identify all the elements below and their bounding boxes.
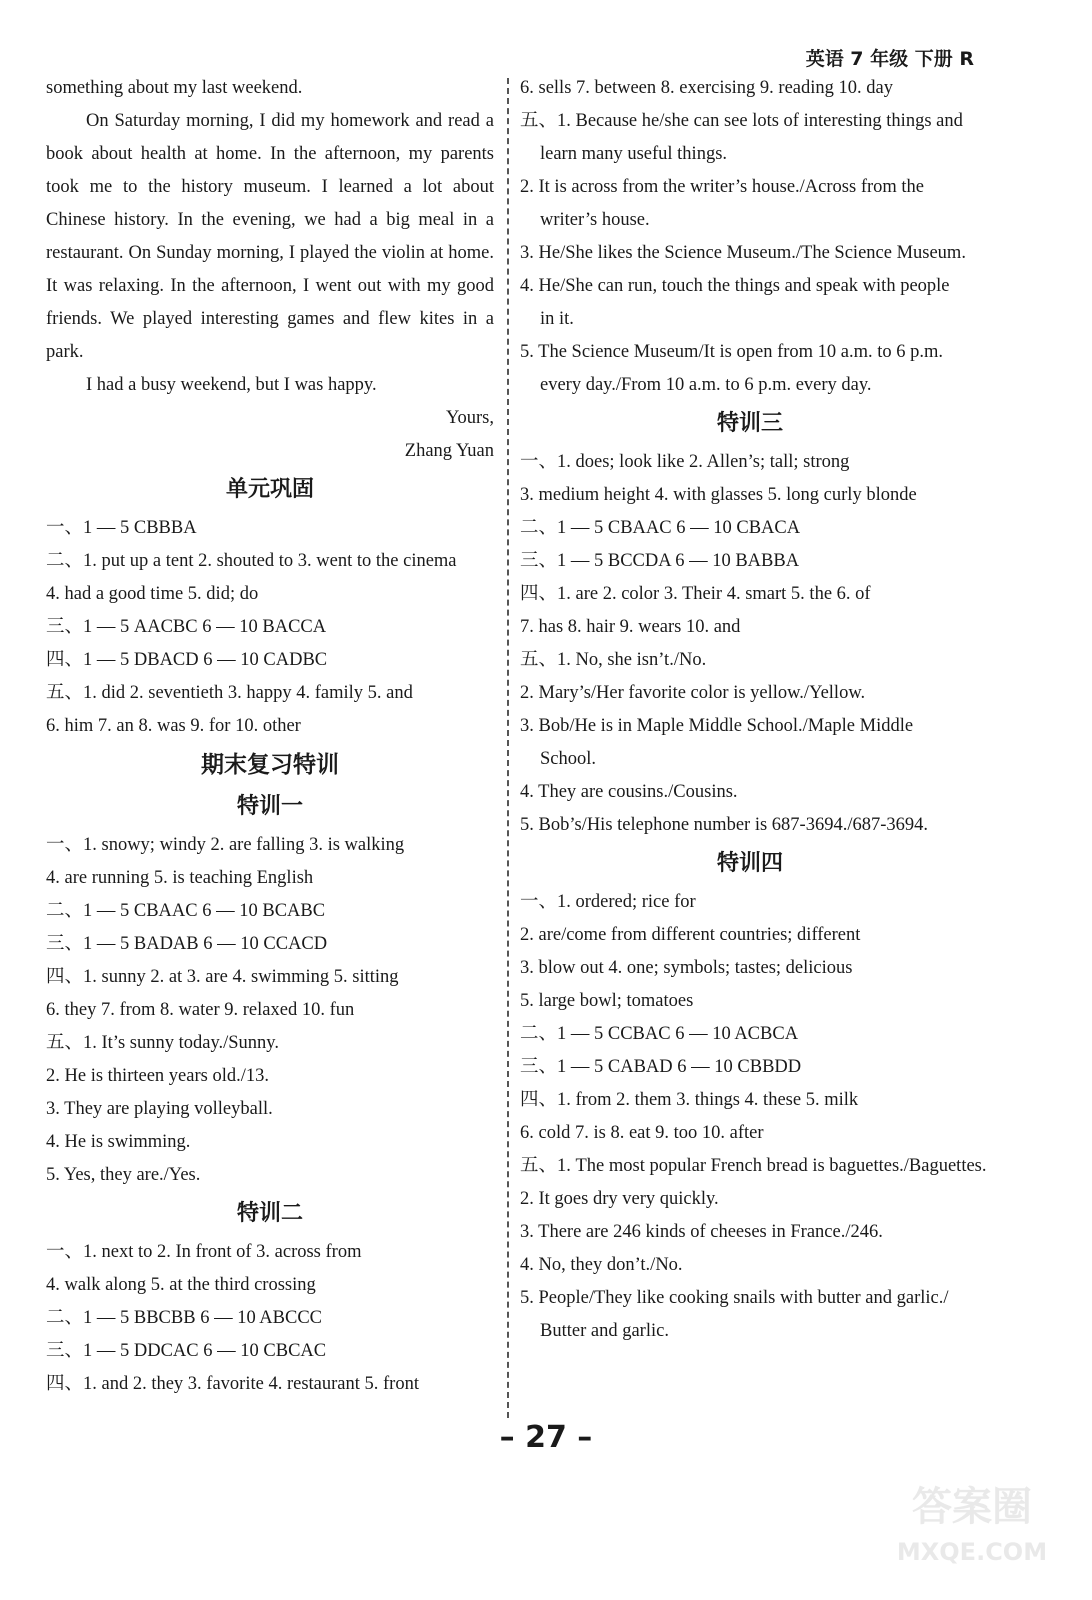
answer-line: 4. walk along 5. at the third crossing [46,1275,316,1295]
answer-line: 一、1 — 5 CBBBA [46,518,197,538]
answer-line: 一、1. ordered; rice for [520,892,696,912]
training1-answers [46,829,494,1192]
answer-line: 2. He is thirteen years old./13. [46,1066,269,1086]
answer-line: 四、1. are 2. color 3. Their 4. smart 5. the 6. of [520,584,871,604]
answer-line: 一、1. does; look like 2. Allen’s; tall; strong [520,452,850,472]
answer-line: 三、1 — 5 BCCDA 6 — 10 BABBA [520,551,800,571]
answer-line: 5. People/They like cooking snails with butter and garlic./ [520,1288,949,1308]
answer-line: 4. No, they don’t./No. [520,1255,683,1275]
answer-line: 一、1. snowy; windy 2. are falling 3. is walking [46,835,405,855]
answer-line: 3. He/She likes the Science Museum./The Science Museum. [520,243,966,263]
section-title-final-review: 期末复习特训 [201,752,339,778]
answer-line: 7. has 8. hair 9. wears 10. and [520,617,741,637]
answer-line: 6. cold 7. is 8. eat 9. too 10. after [520,1123,764,1143]
training2-answers-continued [520,72,980,402]
answer-line: 一、1. next to 2. In front of 3. across from [46,1242,362,1262]
answer-line: 2. are/come from different countries; different [520,925,861,945]
answer-line: 二、1 — 5 CBAAC 6 — 10 CBACA [520,518,801,538]
essay-signature: Zhang Yuan [404,441,494,461]
answer-line: 三、1 — 5 BADAB 6 — 10 CCACD [46,934,328,954]
answer-line: 三、1 — 5 AACBC 6 — 10 BACCA [46,617,327,637]
section-title-training1: 特训一 [236,794,303,819]
training3-answers [520,446,980,842]
training4-answers [520,886,987,1348]
answer-line: 4. are running 5. is teaching English [46,868,314,888]
answer-line: 4. They are cousins./Cousins. [520,782,738,802]
essay-line: something about my last weekend. [46,78,303,98]
page-header: 英语 7 年级 下册 R [805,48,974,70]
answer-line: 五、1. It’s sunny today./Sunny. [46,1033,279,1053]
answer-line: 6. they 7. from 8. water 9. relaxed 10. fun [46,1000,355,1020]
answer-line: 四、1. and 2. they 3. favorite 4. restaurant 5. front [46,1374,419,1394]
answer-line: 五、1. did 2. seventieth 3. happy 4. family 5. and [46,683,413,703]
answer-line: 3. They are playing volleyball. [46,1099,273,1119]
answer-line: 三、1 — 5 CABAD 6 — 10 CBBDD [520,1057,802,1077]
section-title-training3: 特训三 [716,411,783,436]
answer-line: 二、1 — 5 CBAAC 6 — 10 BCABC [46,901,326,921]
answer-line: 二、1 — 5 CCBAC 6 — 10 ACBCA [520,1024,799,1044]
section-title-unit-review: 单元巩固 [225,477,314,502]
answer-line: 4. had a good time 5. did; do [46,584,259,604]
answer-line: 6. sells 7. between 8. exercising 9. reading 10. day [520,78,893,98]
answer-line: 5. The Science Museum/It is open from 10 a.m. to 6 p.m. [520,342,944,362]
answer-line: 二、1 — 5 BBCBB 6 — 10 ABCCC [46,1308,323,1328]
watermark-url: MXQE.COM [896,1538,1048,1566]
unit-review-answers [46,512,494,743]
answer-line: 5. large bowl; tomatoes [520,991,694,1011]
answer-line: 四、1 — 5 DBACD 6 — 10 CADBC [46,650,328,670]
answer-line: 2. It is across from the writer’s house./Across from the [520,177,925,197]
right-column [520,72,987,1348]
essay-paragraph: I had a busy weekend, but I was happy. [86,375,377,395]
answer-line: Butter and garlic. [540,1321,669,1341]
answer-line: 2. Mary’s/Her favorite color is yellow./Yellow. [520,683,866,703]
answer-line: 五、1. The most popular French bread is baguettes./Baguettes. [520,1156,987,1176]
answer-line: 四、1. sunny 2. at 3. are 4. swimming 5. sitting [46,967,399,987]
answer-line: 五、1. Because he/she can see lots of interesting things and [520,111,963,131]
answer-line: every day./From 10 a.m. to 6 p.m. every day. [540,375,872,395]
watermark-logo [882,1460,1062,1580]
answer-line: 4. He/She can run, touch the things and speak with people [520,276,950,296]
answer-line: 2. It goes dry very quickly. [520,1189,719,1209]
answer-line: 二、1. put up a tent 2. shouted to 3. went to the cinema [46,551,457,571]
answer-line: writer’s house. [540,210,650,230]
answer-line: 三、1 — 5 DDCAC 6 — 10 CBCAC [46,1341,327,1361]
answer-line: 4. He is swimming. [46,1132,191,1152]
training2-answers [46,1236,494,1401]
answer-line: learn many useful things. [540,144,728,164]
section-title-training2: 特训二 [236,1201,303,1226]
answer-line: 5. Bob’s/His telephone number is 687-3694./687-3694. [520,815,928,835]
answer-line: 3. Bob/He is in Maple Middle School./Maple Middle [520,716,914,736]
answer-line: 3. blow out 4. one; symbols; tastes; delicious [520,958,853,978]
answer-line: School. [540,749,597,769]
answer-line: 3. There are 246 kinds of cheeses in France./246. [520,1222,883,1242]
answer-line: 四、1. from 2. them 3. things 4. these 5. milk [520,1090,859,1110]
column-divider [507,78,509,1418]
answer-line: 5. Yes, they are./Yes. [46,1165,201,1185]
left-column [46,72,494,1401]
essay-closing: Yours, [446,408,494,428]
watermark-text: 答案圈 [912,1484,1032,1530]
section-title-training4: 特训四 [716,851,783,876]
page-number: – 27 – [499,1420,593,1455]
answer-line: 五、1. No, she isn’t./No. [520,650,707,670]
answer-line: 3. medium height 4. with glasses 5. long curly blonde [520,485,917,505]
essay-paragraph: On Saturday morning, I did my homework and read a book about health at home. In the afternoon, my parents took me to the history museum. I learned a lot about Chinese history. In the evening, we had a big meal in a restaurant. On Sunday morning, I played the violin at home. It was relaxing. In the afternoon, I went out with my good friends. We played interesting games and flew kites in a park. [46,111,494,362]
answer-line: in it. [540,309,574,329]
answer-line: 6. him 7. an 8. was 9. for 10. other [46,716,301,736]
